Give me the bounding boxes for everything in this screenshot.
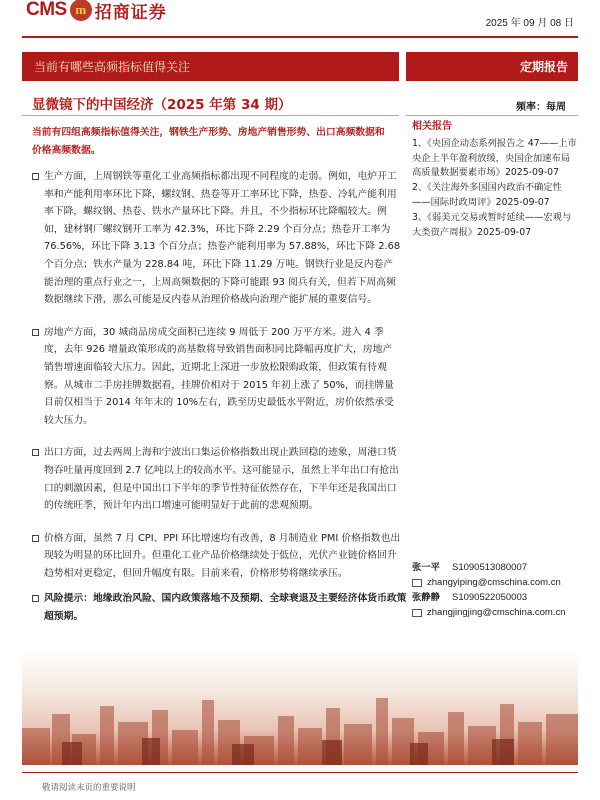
analyst-cert: S1090522050003 — [452, 592, 528, 603]
title-divider-right — [406, 115, 578, 116]
analyst-row — [412, 560, 578, 575]
skyline-svg — [22, 650, 578, 765]
topic-banner-text: 当前有哪些高频指标值得关注 — [34, 60, 191, 74]
bullet-square-icon — [32, 535, 39, 542]
bullet-text: 出口方面，过去两周上海和宁波出口集运价格指数出现止跌回稳的迹象，周港口货物吞吐量再度回到 2.7 亿吨以上的较高水平。这可能显示，虽然上半年出口有抢出口的刺激因素，但是中国出口下半年的季节性特征依然存在，下半年还是我国出口的传统旺季，预计年内出口增速可能明显好于此前的悲观预期。 — [44, 447, 399, 512]
title-divider-left — [22, 115, 399, 116]
related-report-item[interactable]: 3、《弱美元交易或暂时延续——宏观与大类资产周报》2025-09-07 — [412, 211, 572, 238]
logo-en: CMS — [26, 0, 67, 20]
analyst-block — [412, 560, 578, 620]
analyst-email[interactable]: zhangjingjing@cmschina.com.cn — [427, 607, 566, 618]
email-icon — [412, 579, 422, 587]
summary-lead: 当前有四组高频指标值得关注，钢铁生产形势、房地产销售形势、出口高频数据和价格高频数据。 — [32, 127, 385, 156]
bullet-square-icon — [32, 449, 39, 456]
logo-mark-icon: m — [70, 0, 92, 21]
analyst-name: 张静静 — [412, 592, 440, 603]
topic-banner — [22, 52, 399, 81]
bullet-square-icon — [32, 173, 39, 180]
risk-warning — [32, 590, 414, 625]
report-date: 2025 年 09 月 08 日 — [485, 18, 574, 29]
report-frequency: 频率：每周 — [516, 102, 566, 113]
analyst-cert: S1090513080007 — [452, 562, 528, 573]
cms-logo — [26, 0, 167, 24]
related-reports-title: 相关报告 — [412, 121, 452, 132]
bullet-square-icon — [32, 595, 39, 602]
report-type-text: 定期报告 — [519, 60, 568, 74]
logo-cn: 招商证券 — [94, 2, 167, 23]
report-type-banner — [406, 52, 578, 81]
risk-text: 风险提示：地缘政治风险、国内政策落地不及预期、全球衰退及主要经济体货币政策超预期。 — [44, 593, 407, 622]
bullet-real-estate — [32, 324, 402, 430]
bullet-square-icon — [32, 329, 39, 336]
header-rule — [22, 36, 578, 38]
analyst-email-row — [412, 575, 578, 590]
bullet-list — [32, 168, 402, 597]
bullet-price — [32, 530, 402, 583]
bullet-text: 价格方面，虽然 7 月 CPI、PPI 环比增速均有改善，8 月制造业 PMI 价格指数也出现较为明显的环比回升。但重化工业产品价格继续处于低位，光伏产业链价格回升趋势相对更稳定，但回升幅度有限。目前来看，价格形势将继续承压。 — [44, 532, 401, 579]
email-icon — [412, 609, 422, 617]
bullet-production — [32, 168, 402, 309]
analyst-email[interactable]: zhangyiping@cmschina.com.cn — [427, 577, 561, 588]
bullet-export — [32, 444, 402, 514]
related-report-item[interactable]: 1、《央国企动态系列报告之 47——上市央企上半年盈利放缓，央国企加速布局高质量数据要素市场》2025-09-07 — [412, 137, 577, 179]
related-report-item[interactable]: 2、《关注海外多国国内政治不确定性——国际时政周评》2025-09-07 — [412, 182, 563, 208]
bullet-text: 生产方面，上周钢铁等重化工业高频指标都出现不同程度的走弱。例如，电炉开工率和产能利用率环比下降，螺纹钢、热卷等开工率环比下降，热卷、冷轧产能利用率下降，螺纹钢、热卷、铁水产量环比下降。并且，不少指标环比降幅较大。例如，建材钢厂螺纹钢开工率为 42.3%，环比下降 2.29 个百分点；热卷开工率为 76.56%，环比下降 3.13 个百分点；热卷产能利用率为 57.88%，环比下降 2.68 个百分点；铁水产量为 228.84 吨，环比下降 11.29 万吨。钢铁行业是反内卷产能治理的重点行业之一，上周高频数据的下降可能跟 93 阅兵有关，但若下周高频数据继续下滑，那么可能是反内卷从治理价格战向治理产能扩展的重要信号。 — [44, 171, 401, 306]
footer-note: 敬请阅读末页的重要说明 — [42, 783, 136, 793]
report-title: 显微镜下的中国经济（2025 年第 34 期） — [32, 97, 292, 113]
city-skyline-image — [22, 650, 578, 765]
analyst-name: 张一平 — [412, 562, 440, 573]
analyst-email-row — [412, 605, 578, 620]
footer-rule — [22, 772, 578, 773]
bullet-text: 房地产方面，30 城商品房成交面积已连续 9 周低于 200 万平方米。进入 4 季度，去年 926 增量政策形成的高基数将导致销售面积同比降幅再度扩大，房地产销售增速面临较大压力。因此，近期北上深进一步放松限购政策，但政策有待观察。从城市二手房挂牌数据看，挂牌价相对于 2015 年初上涨了 50%，而挂牌量目前仅相当于 2014 年年末的 10%左右，跌至历史最低水平附近，房价依然承受较大压力。 — [44, 326, 394, 426]
analyst-row — [412, 590, 578, 605]
related-reports — [412, 120, 578, 240]
